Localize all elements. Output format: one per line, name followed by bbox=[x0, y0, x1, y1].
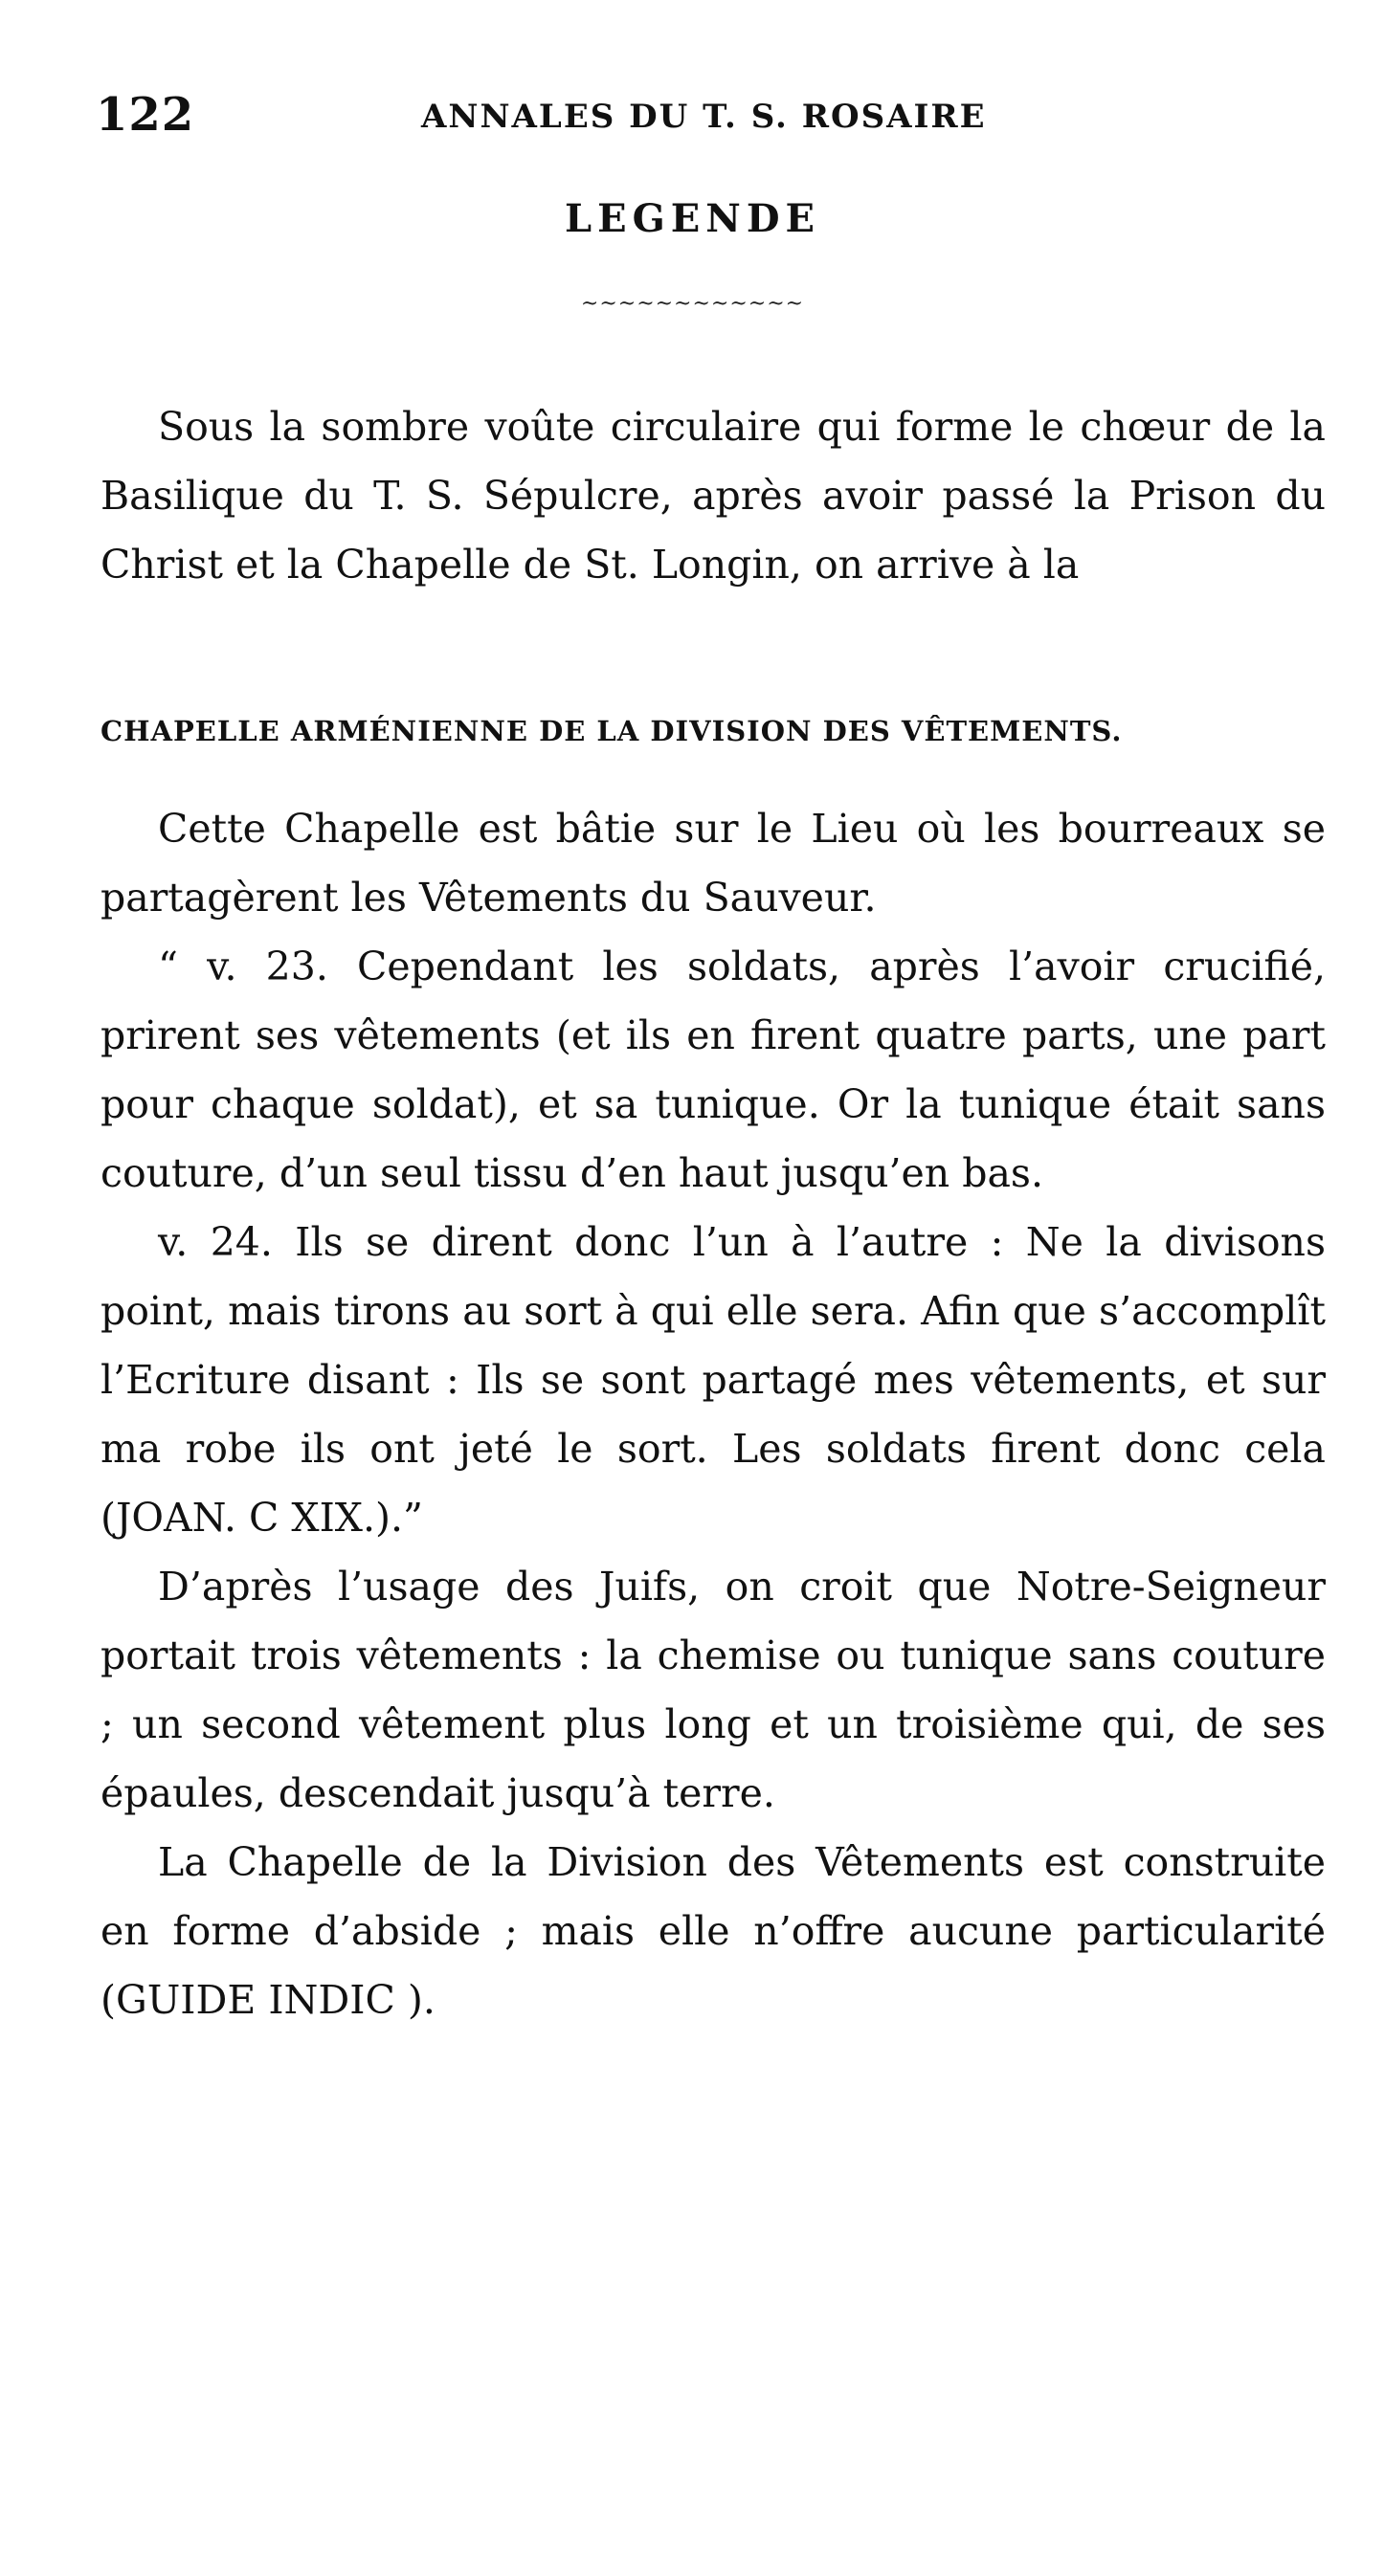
paragraph-jewish-custom: D’après l’usage des Juifs, on croit que Notre-Seigneur portait trois vêtements : la chemise ou tunique sans couture ; un second vêtement plus long et un troisième qui, de ses épaules, descendait jusqu’à terre. bbox=[101, 1564, 1326, 1816]
paragraph-verse-23: “ v. 23. Cependant les soldats, après l’avoir crucifié, prirent ses vêtements (et ils en firent quatre parts, une part pour chaque soldat), et sa tunique. Or la tunique était sans couture, d’un seul tissu d’en haut jusqu’en bas. bbox=[101, 944, 1326, 1196]
intro-block bbox=[101, 392, 1326, 599]
intro-paragraph: Sous la sombre voûte circulaire qui forme le chœur de la Basilique du T. S. Sépulcre, après avoir passé la Prison du Christ et la Chapelle de St. Longin, on arrive à la bbox=[101, 404, 1326, 588]
ornament-divider: ~~~~~~~~~~~~ bbox=[580, 292, 805, 316]
paragraph-apse: La Chapelle de la Division des Vêtements est construite en forme d’abside ; mais elle n’offre aucune particularité (GUIDE INDIC ). bbox=[101, 1839, 1326, 2023]
paragraph-verse-24: v. 24. Ils se dirent donc l’un à l’autre : Ne la divisons point, mais tirons au sort à qui elle sera. Afin que s’accomplît l’Ecriture disant : Ils se sont partagé mes vêtements, et sur ma robe ils ont jeté le sort. Les soldats firent donc cela (JOAN. C XIX.).” bbox=[101, 1219, 1326, 1541]
chapel-heading: CHAPELLE ARMÉNIENNE DE LA DIVISION DES VÊTEMENTS. bbox=[101, 715, 1123, 747]
journal-title: ANNALES DU T. S. ROSAIRE bbox=[421, 98, 987, 136]
paragraph-chapel: Cette Chapelle est bâtie sur le Lieu où les bourreaux se partagèrent les Vêtements du Sauveur. bbox=[101, 806, 1326, 921]
body-text bbox=[101, 794, 1326, 2034]
running-head bbox=[96, 88, 1330, 145]
section-title: LEGENDE bbox=[565, 196, 820, 241]
page-number: 122 bbox=[96, 88, 195, 142]
